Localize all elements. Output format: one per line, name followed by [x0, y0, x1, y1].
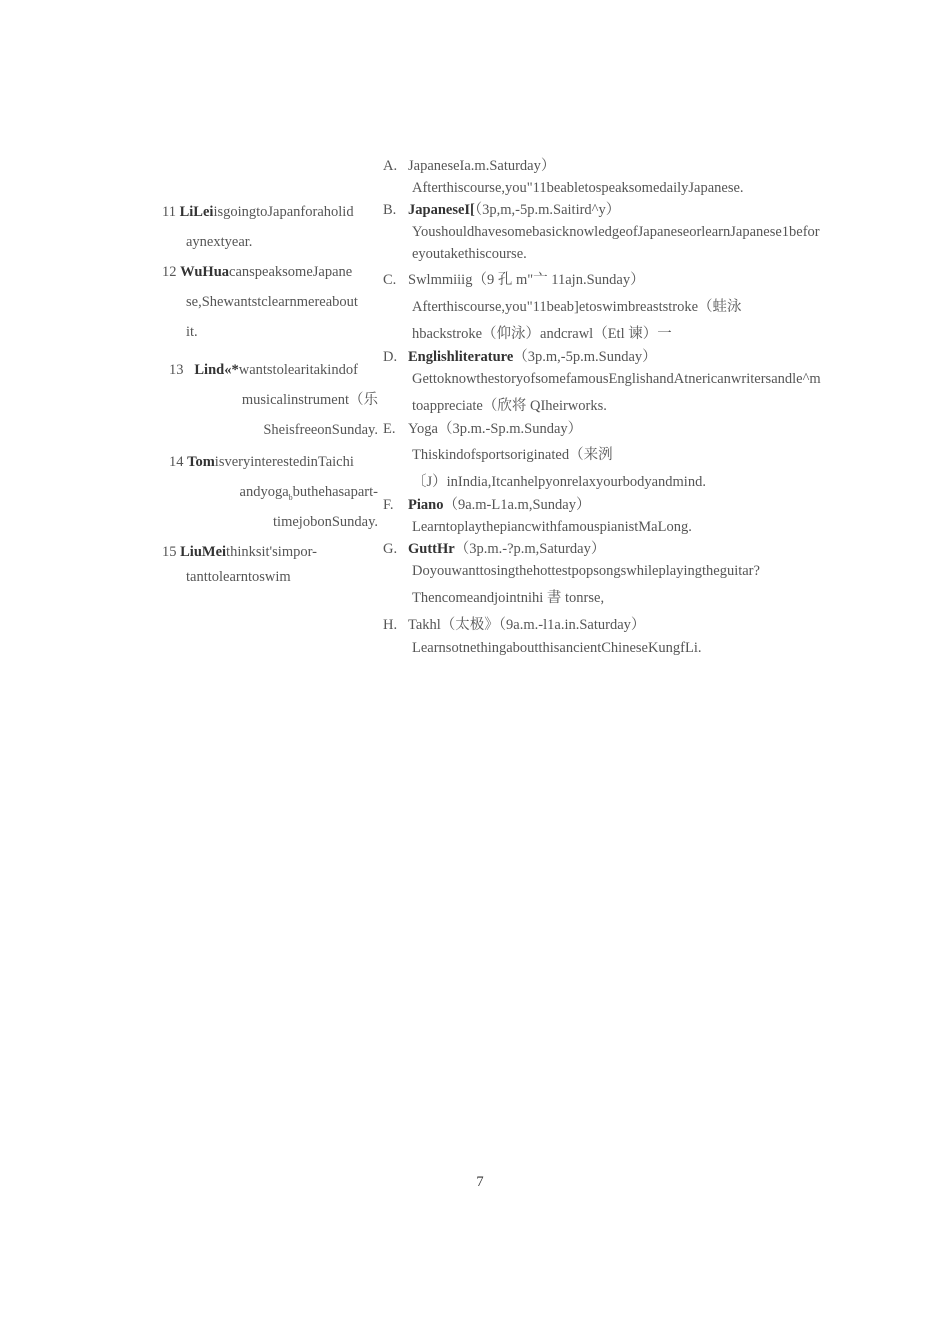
- option-letter: A.: [383, 158, 398, 174]
- question-11-line1: [162, 203, 354, 221]
- option-g-desc-1: Doyouwanttosingthehottestpopsongswhileplayingtheguitar?: [412, 563, 760, 579]
- option-b-desc-1: YoushouldhavesomebasicknowledgeofJapaneseorlearnJapanese1befor: [412, 224, 820, 240]
- question-text: thinksit'simpor-: [226, 544, 317, 560]
- question-13-line2: musicalinstrument（乐: [241, 392, 378, 408]
- question-text: wantstolearitakindof: [238, 362, 358, 378]
- option-d-desc-1: GettoknowthestoryofsomefamousEnglishandAtnericanwritersandle^m: [412, 371, 821, 387]
- option-c-desc-1: Afterthiscourse,you"11beab]etoswimbreaststroke（蛙泳: [412, 299, 742, 315]
- question-15-line2-clipped: tanttolearntoswim: [186, 570, 291, 582]
- question-name: LiLei: [179, 204, 214, 220]
- option-e-title: Yoga（3p.m.-Sp.m.Sunday）: [408, 421, 583, 437]
- question-name: Tom: [187, 454, 215, 470]
- option-f-desc-1: LearntoplaythepiancwithfamouspianistMaLong.: [412, 519, 692, 535]
- option-d-title: Englishliterature（3p.m,-5p.m.Sunday）: [408, 349, 657, 365]
- option-g-desc-2: Thencomeandjointnihi 書 tonrse,: [412, 590, 605, 606]
- question-14-line1: [169, 453, 354, 471]
- option-a-title: JapaneseIa.m.Saturday）: [408, 158, 556, 174]
- question-12-line2: se,Shewantstclearnmereabout: [186, 294, 358, 310]
- question-text: isveryinterestedinTaichi: [214, 454, 354, 470]
- option-c-desc-2: hbackstroke（仰泳）andcrawl（Etl 谏）一: [412, 326, 672, 342]
- option-letter: F.: [383, 497, 394, 513]
- question-name: WuHua: [180, 264, 230, 280]
- question-11-line2: aynextyear.: [186, 234, 253, 250]
- option-letter: E.: [383, 421, 396, 437]
- option-f-title: Piano（9a.m-L1a.m,Sunday）: [408, 497, 591, 513]
- question-14-line2: andyoga$_b$buthehasapart-: [239, 484, 378, 502]
- option-d-desc-2: toappreciate（欣将 QIheirworks.: [412, 398, 607, 414]
- option-letter: B.: [383, 202, 397, 218]
- option-e-desc-2: 〔J）inIndia,Itcanhelpyonrelaxyourbodyandmind.: [412, 474, 706, 490]
- question-text: canspeaksomeJapane: [229, 264, 353, 280]
- question-13-line3: SheisfreeonSunday.: [263, 422, 378, 438]
- option-a-desc-1: Afterthiscourse,you"11beabletospeaksomedailyJapanese.: [412, 180, 744, 196]
- question-number: 15: [162, 544, 177, 560]
- question-13-line1: [169, 361, 358, 379]
- page-number: 7: [476, 1174, 484, 1190]
- option-h-desc-1: LearnsotnethingaboutthisancientChineseKungfLi.: [412, 640, 702, 656]
- option-b-title: JapaneseI[（3p,m,-5p.m.Saitird^y）: [408, 202, 621, 218]
- option-h-title: Takhl（太极》（9a.m.-l1a.in.Saturday）: [408, 617, 646, 633]
- option-e-desc-1: Thiskindofsportsoriginated（来洌: [412, 447, 613, 463]
- question-12-line1: [162, 263, 352, 281]
- question-number: 13: [169, 362, 184, 378]
- option-b-desc-2: eyoutakethiscourse.: [412, 246, 527, 262]
- question-name: Lind«*: [194, 362, 239, 378]
- option-g-title: GuttHr（3p.m.-?p.m,Saturday）: [408, 541, 606, 557]
- question-15-line1: [162, 543, 317, 561]
- question-number: 11: [162, 204, 176, 220]
- option-letter: H.: [383, 617, 398, 633]
- question-12-line3: it.: [186, 324, 198, 340]
- question-number: 12: [162, 264, 177, 280]
- option-letter: G.: [383, 541, 398, 557]
- option-c-title: Swlmmiiig（9 孔 m"亠 11ajn.Sunday）: [408, 272, 645, 288]
- question-number: 14: [169, 454, 184, 470]
- question-text: isgoingtoJapanforaholid: [213, 204, 354, 220]
- option-letter: D.: [383, 349, 398, 365]
- option-letter: C.: [383, 272, 397, 288]
- question-name: LiuMei: [180, 544, 227, 560]
- question-14-line3: timejobonSunday.: [273, 514, 378, 530]
